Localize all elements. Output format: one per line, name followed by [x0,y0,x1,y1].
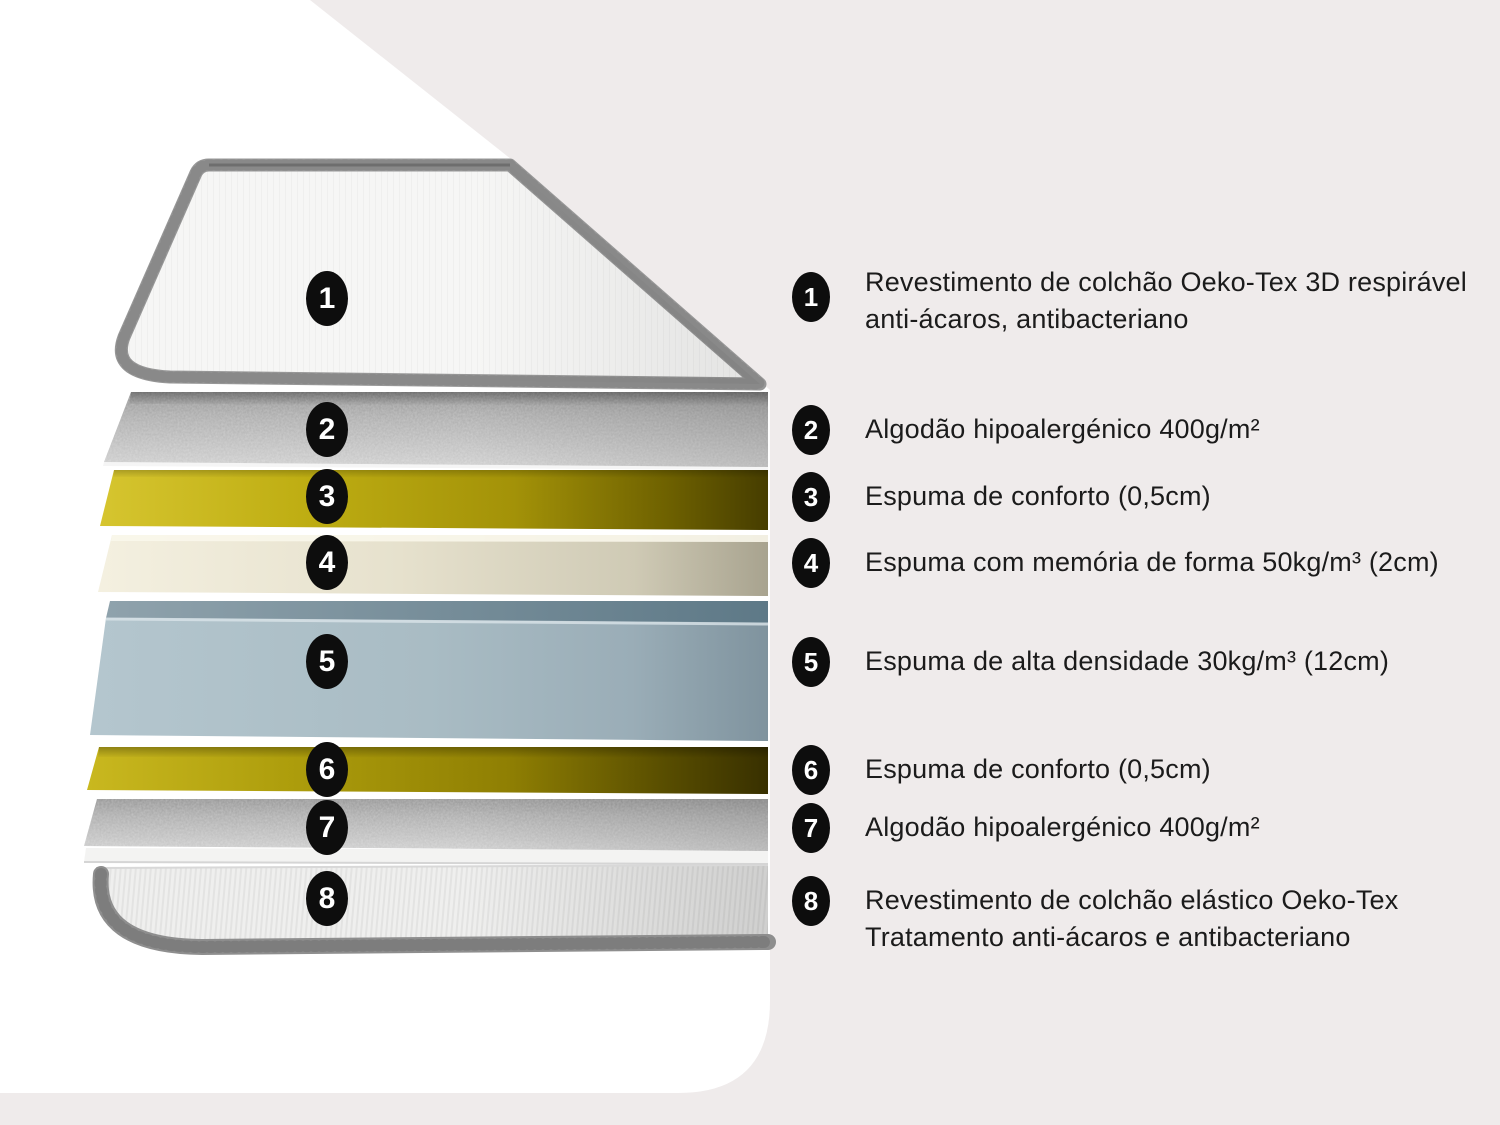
legend-label-8-line-2: Tratamento anti-ácaros e antibacteriano [865,922,1351,952]
legend-item-7 [792,803,1260,853]
diagram-badge-8: 8 [306,871,348,926]
layer-1-top-cover [121,165,760,384]
diagram-badge-2: 2 [306,402,348,457]
legend-item-1 [792,258,1467,338]
legend-badge-5: 5 [792,637,830,687]
diagram-badge-5: 5 [306,634,348,689]
diagram-badge-6: 6 [306,742,348,797]
layer-4-memory-foam [98,535,768,596]
legend-item-5 [792,637,1389,687]
legend-badge-6: 6 [792,745,830,795]
layer-5-hd-foam [90,601,768,741]
legend-item-4 [792,538,1439,588]
legend-item-2 [792,405,1260,455]
legend-item-6 [792,745,1211,795]
layer-8-bottom-cover [96,865,768,951]
legend-badge-7: 7 [792,803,830,853]
legend-label-3 [865,478,1211,515]
legend-label-5 [865,643,1389,680]
legend-badge-8: 8 [792,876,830,926]
legend-label-3-line-1: Espuma de conforto (0,5cm) [865,481,1211,511]
legend-label-2 [865,411,1260,448]
legend-badge-1: 1 [792,272,830,322]
legend-item-8 [792,876,1398,956]
diagram-badge-1: 1 [306,271,348,326]
legend-label-1-line-1: Revestimento de colchão Oeko-Tex 3D respirável [865,267,1467,297]
layer-2-cotton [100,388,772,472]
legend-badge-3: 3 [792,472,830,522]
legend-label-7-line-1: Algodão hipoalergénico 400g/m² [865,812,1260,842]
legend-badge-2: 2 [792,405,830,455]
legend-badge-4: 4 [792,538,830,588]
legend-label-6 [865,751,1211,788]
legend-label-5-line-1: Espuma de alta densidade 30kg/m³ (12cm) [865,646,1390,676]
legend-label-1 [865,264,1467,338]
layer-7-cotton [80,795,772,855]
layer-6-comfort-foam [87,747,768,794]
legend-label-4-line-1: Espuma com memória de forma 50kg/m³ (2cm) [865,547,1439,577]
legend-label-1-line-2: anti-ácaros, antibacteriano [865,304,1189,334]
legend-label-8-line-1: Revestimento de colchão elástico Oeko-Tex [865,885,1399,915]
legend-label-7 [865,809,1260,846]
legend-label-6-line-1: Espuma de conforto (0,5cm) [865,754,1211,784]
diagram-badge-3: 3 [306,469,348,524]
legend-label-2-line-1: Algodão hipoalergénico 400g/m² [865,414,1260,444]
diagram-badge-4: 4 [306,535,348,590]
diagram-badge-7: 7 [306,800,348,855]
layer-3-comfort-foam [100,470,768,530]
legend-label-4 [865,544,1439,581]
legend-item-3 [792,472,1211,522]
legend-label-8 [865,882,1398,956]
